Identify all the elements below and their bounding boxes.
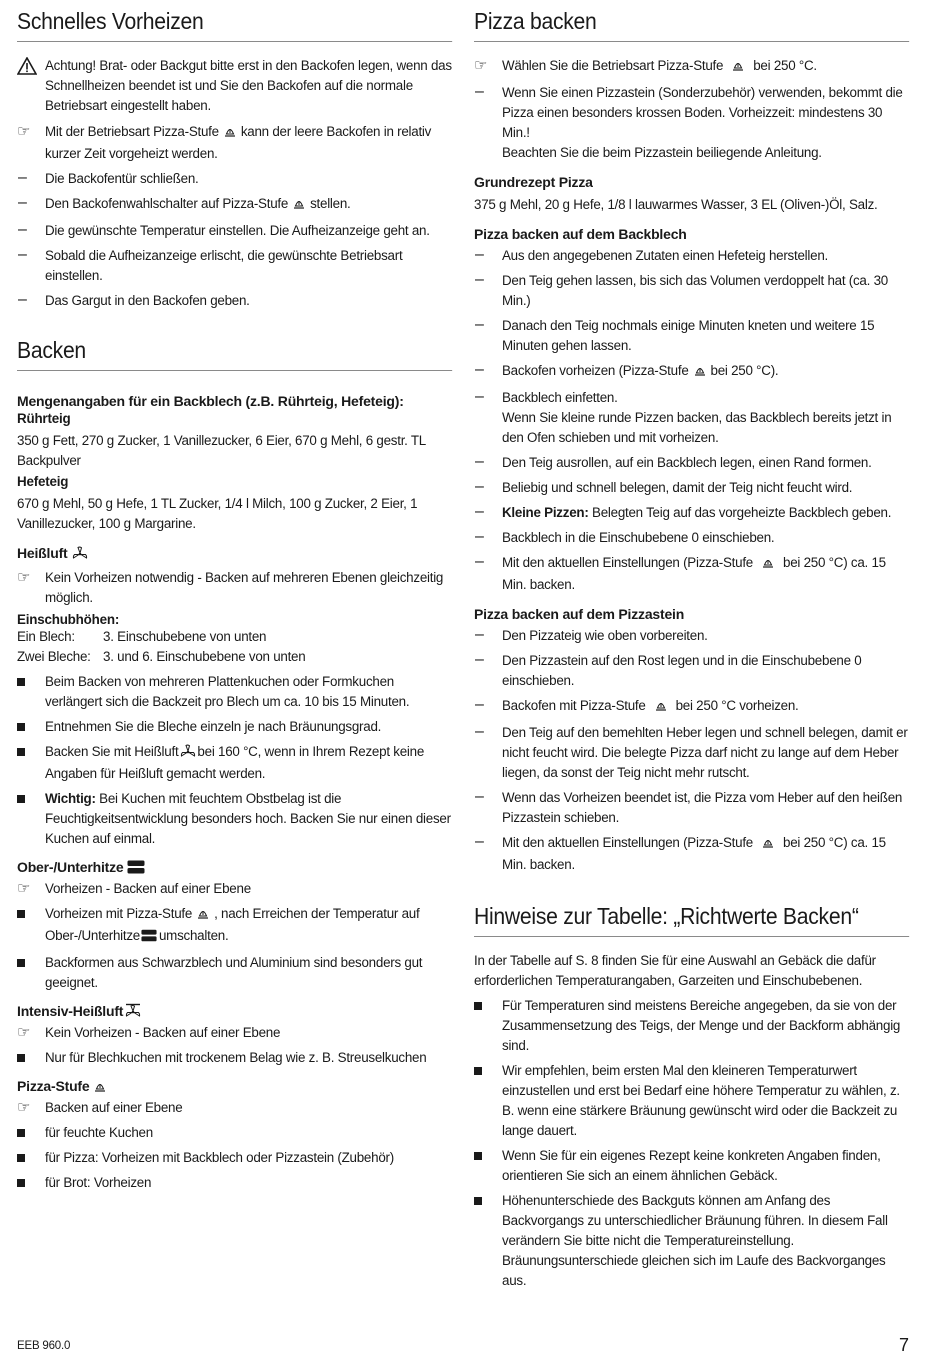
step-item — [474, 453, 909, 473]
document-code: EEB 960.0 — [17, 1340, 71, 1352]
step-item — [474, 388, 909, 448]
tip-ober — [17, 879, 452, 899]
recipe-hefeteig: 670 g Mehl, 50 g Hefe, 1 TL Zucker, 1/4 l Milch, 100 g Zucker, 2 Eier, 1 Vanillezucker, 100 g Margarine. — [17, 496, 418, 531]
bullet-text-cont: Ober-/Unterhitze — [45, 928, 140, 943]
step-item — [474, 528, 909, 548]
step-item — [474, 833, 909, 875]
tip-text: Kein Vorheizen - Backen auf einer Ebene — [45, 1025, 281, 1040]
bullet-item — [17, 904, 452, 948]
subheading-ober-unterhitze — [17, 859, 452, 877]
bullet-square — [474, 1191, 500, 1210]
step-text-cont: bei 250 °C). — [710, 363, 779, 378]
top-bottom-heat-icon — [127, 860, 145, 877]
pointing-hand-icon: ☞ — [17, 1024, 31, 1041]
step-item — [17, 194, 452, 216]
step-text: Die gewünschte Temperatur einstellen. Die Aufheizanzeige geht an. — [45, 223, 430, 238]
bullet-text: Entnehmen Sie die Bleche einzeln je nach Bräunungsgrad. — [45, 719, 382, 734]
bullet-square — [17, 717, 43, 736]
subheading-mengenangaben: Mengenangaben für ein Backblech (z.B. Rührteig, Hefeteig): — [17, 393, 404, 409]
right-column — [474, 6, 909, 1291]
step-item — [17, 221, 452, 241]
step-item — [17, 246, 452, 286]
dash-marker: – — [475, 83, 484, 100]
pointing-hand-icon: ☞ — [17, 1099, 31, 1116]
step-text-cont: bei 250 °C) ca. 15 Min. backen. — [502, 835, 886, 872]
pizza-mode-icon — [292, 196, 306, 216]
warning-text: Achtung! Brat- oder Backgut bitte erst in den Backofen legen, wenn das Schnellheizen beendet ist und Sie den Backofen auf die normale Betriebsart eingestellt haben. — [45, 58, 452, 113]
step-text: Den Teig ausrollen, auf ein Backblech legen, einen Rand formen. — [502, 455, 872, 470]
bullet-square — [17, 1123, 43, 1142]
pizza-mode-icon — [731, 58, 745, 78]
step-item — [474, 478, 909, 498]
tip-text-cont: kann der leere Backofen in relativ kurzer Zeit vorgeheizt werden. — [45, 124, 432, 161]
bullet-square — [17, 742, 43, 761]
step-item — [474, 246, 909, 266]
subheading-backblech: Pizza backen auf dem Backblech — [474, 226, 687, 242]
dash-marker: – — [475, 626, 484, 643]
pizza-mode-icon — [196, 906, 210, 926]
section-title-hinweise: Hinweise zur Tabelle: „Richtwerte Backen“ — [474, 901, 909, 937]
dash-marker: – — [475, 503, 484, 520]
step-text: Den Pizzateig wie oben vorbereiten. — [502, 628, 708, 643]
bullet-item — [474, 1061, 909, 1141]
bullet-text: Backen Sie mit Heißluft — [45, 744, 179, 759]
subheading-pizza-stufe — [17, 1078, 452, 1096]
bullet-text: Wir empfehlen, beim ersten Mal den kleineren Temperaturwert einzustellen und erst bei Bedarf eine höhere Temperatur zu wählen, z. B. wenn eine stärkere Bräunung gewünscht wird oder die Backzeit zu lange dauert. — [502, 1063, 900, 1138]
bullet-item — [17, 742, 452, 784]
step-text-cont: Wenn Sie kleine runde Pizzen backen, das Backblech bereits jetzt in den Ofen schieben und mit vorheizen. — [502, 410, 892, 445]
subheading-pizzastein: Pizza backen auf dem Pizzastein — [474, 606, 685, 622]
step-item — [17, 291, 452, 311]
bullet-item — [17, 672, 452, 712]
bullet-text-cont: umschalten. — [158, 928, 229, 943]
bullet-text: Beim Backen von mehreren Plattenkuchen oder Formkuchen verlängert sich die Backzeit pro Blech um ca. 10 bis 15 Minuten. — [45, 674, 410, 709]
dash-marker: – — [18, 221, 27, 238]
bullet-square — [17, 672, 43, 691]
step-text-cont: stellen. — [310, 196, 351, 211]
dash-marker: – — [475, 651, 484, 668]
tip-intensiv — [17, 1023, 452, 1043]
fan-icon — [72, 546, 88, 563]
step-item — [474, 316, 909, 356]
bullet-item — [17, 1148, 452, 1168]
step-text: Sobald die Aufheizanzeige erlischt, die gewünschte Betriebsart einstellen. — [45, 248, 403, 283]
step-item — [474, 723, 909, 783]
dash-marker: – — [18, 169, 27, 186]
dash-marker: – — [475, 723, 484, 740]
bullet-item — [17, 717, 452, 737]
step-text: Den Backofenwahlschalter auf Pizza-Stufe — [45, 196, 289, 211]
step-item — [474, 626, 909, 646]
left-column — [17, 6, 452, 1193]
fan-icon — [180, 744, 196, 764]
bullet-text: für feuchte Kuchen — [45, 1125, 153, 1140]
bullet-text: für Brot: Vorheizen — [45, 1175, 152, 1190]
bullet-item — [474, 1191, 909, 1291]
step-text: Mit den aktuellen Einstellungen (Pizza-Stufe — [502, 835, 754, 850]
step-text: Die Backofentür schließen. — [45, 171, 199, 186]
step-item — [474, 83, 909, 163]
step-item — [474, 503, 909, 523]
bold-label: Kleine Pizzen: — [502, 505, 589, 520]
recipe-ruehrteig: 350 g Fett, 270 g Zucker, 1 Vanillezucker, 6 Eier, 670 g Mehl, 6 gestr. TL Backpulver — [17, 433, 426, 468]
step-text: Wenn Sie einen Pizzastein (Sonderzubehör) verwenden, bekommt die Pizza einen besonders krossen Boden. Vorheizzeit: mindestens 30 Min.! Beachten Sie die beim Pizzastein beiliegende Anleitung. — [502, 85, 903, 160]
pizza-mode-icon — [761, 835, 775, 855]
warning-note — [17, 56, 452, 116]
step-text: Backofen vorheizen (Pizza-Stufe — [502, 363, 689, 378]
heissluft-label: Heißluft — [17, 545, 68, 561]
shelf-row — [17, 647, 452, 667]
step-text-cont: bei 250 °C vorheizen. — [675, 698, 799, 713]
step-text: Das Gargut in den Backofen geben. — [45, 293, 250, 308]
warning-triangle-icon — [17, 56, 43, 80]
dash-marker: – — [475, 316, 484, 333]
subheading-grundrezept: Grundrezept Pizza — [474, 174, 593, 190]
bullet-square — [17, 789, 43, 808]
bullet-square — [17, 953, 43, 972]
bullet-text: Höhenunterschiede des Backguts können am Anfang des Backvorgangs zu unterschiedlicher Bräunung führen. In diesem Fall verändern Sie bitte nicht die Temperatureinstellung. Bräunungsunterschiede gleichen sich im Laufe des Backvorganges aus. — [502, 1193, 888, 1288]
tip-text: Mit der Betriebsart Pizza-Stufe — [45, 124, 219, 139]
step-item — [474, 553, 909, 595]
dash-marker: – — [475, 271, 484, 288]
tip-text: Backen auf einer Ebene — [45, 1100, 183, 1115]
step-item — [474, 696, 909, 718]
bullet-square — [17, 1048, 43, 1067]
bullet-item — [474, 1146, 909, 1186]
dash-marker: – — [475, 361, 484, 378]
bullet-item — [17, 1173, 452, 1193]
intensive-fan-icon — [125, 1003, 141, 1021]
subheading-heissluft — [17, 545, 452, 563]
dash-marker: – — [475, 788, 484, 805]
page-number: 7 — [899, 1335, 910, 1355]
bullet-text: Bei Kuchen mit feuchtem Obstbelag ist die Feuchtigkeitsentwicklung besonders hoch. Backen Sie nur einen dieser Kuchen auf einmal. — [45, 791, 451, 846]
bullet-square — [474, 996, 500, 1015]
step-item — [474, 651, 909, 691]
tip-pizza-stufe — [17, 1098, 452, 1118]
pizza-mode-icon — [654, 698, 668, 718]
dash-marker: – — [18, 194, 27, 211]
step-text: Backofen mit Pizza-Stufe — [502, 698, 646, 713]
bullet-text: Vorheizen mit Pizza-Stufe — [45, 906, 193, 921]
subheading-hefeteig: Hefeteig — [17, 474, 69, 489]
tip-pizza — [474, 56, 909, 78]
step-text: Den Teig gehen lassen, bis sich das Volumen verdoppelt hat (ca. 30 Min.) — [502, 273, 888, 308]
pizza-mode-icon — [223, 124, 237, 144]
tip-text: Vorheizen - Backen auf einer Ebene — [45, 881, 251, 896]
dash-marker: – — [475, 388, 484, 405]
step-item — [474, 361, 909, 383]
subheading-intensiv-heissluft — [17, 1003, 452, 1021]
pointing-hand-icon: ☞ — [17, 123, 31, 140]
dash-marker: – — [18, 246, 27, 263]
recipe-pizza: 375 g Mehl, 20 g Hefe, 1/8 l lauwarmes Wasser, 3 EL (Oliven-)Öl, Salz. — [474, 197, 878, 212]
step-text-cont: bei 250 °C) ca. 15 Min. backen. — [502, 555, 886, 592]
shelf-value: 3. und 6. Einschubebene von unten — [103, 649, 306, 664]
step-item — [17, 169, 452, 189]
pointing-hand-icon: ☞ — [474, 57, 488, 74]
step-item — [474, 788, 909, 828]
bullet-text: Wenn Sie für ein eigenes Rezept keine konkreten Angaben finden, orientieren Sie sich an einem ähnlichen Gebäck. — [502, 1148, 881, 1183]
pointing-hand-icon: ☞ — [17, 569, 31, 586]
step-text: Beliebig und schnell belegen, damit der Teig nicht feucht wird. — [502, 480, 853, 495]
pizza-stufe-label: Pizza-Stufe — [17, 1078, 90, 1094]
shelf-row — [17, 627, 452, 647]
bullet-text: für Pizza: Vorheizen mit Backblech oder Pizzastein (Zubehör) — [45, 1150, 394, 1165]
dash-marker: – — [18, 291, 27, 308]
bold-label: Wichtig: — [45, 791, 96, 806]
bullet-text: Backformen aus Schwarzblech und Aluminium sind besonders gut geeignet. — [45, 955, 423, 990]
bullet-square — [17, 1173, 43, 1192]
subheading-einschubhoehen: Einschubhöhen: — [17, 612, 120, 627]
bullet-item — [17, 1123, 452, 1143]
bullet-square — [17, 904, 43, 923]
bullet-item — [17, 953, 452, 993]
step-text: Mit den aktuellen Einstellungen (Pizza-Stufe — [502, 555, 754, 570]
dash-marker: – — [475, 246, 484, 263]
bullet-item — [17, 1048, 452, 1068]
step-text: Wenn das Vorheizen beendet ist, die Pizza vom Heber auf den heißen Pizzastein schieben. — [502, 790, 903, 825]
dash-marker: – — [475, 553, 484, 570]
step-text: Aus den angegebenen Zutaten einen Hefeteig herstellen. — [502, 248, 828, 263]
dash-marker: – — [475, 453, 484, 470]
pointing-hand-icon: ☞ — [17, 880, 31, 897]
tip-text: Kein Vorheizen notwendig - Backen auf mehreren Ebenen gleichzeitig möglich. — [45, 570, 444, 605]
bullet-text-cont: bei 160 °C, wenn in Ihrem Rezept keine Angaben für Heißluft gemacht werden. — [45, 744, 425, 781]
intensiv-label: Intensiv-Heißluft — [17, 1003, 124, 1019]
hinweise-intro: In der Tabelle auf S. 8 finden Sie für eine Auswahl an Gebäck die dafür erforderlichen Temperaturangaben, Garzeiten und Einschubebenen. — [474, 953, 876, 988]
section-title-pizza-backen: Pizza backen — [474, 6, 909, 42]
bullet-square — [474, 1061, 500, 1080]
section-title-schnelles-vorheizen: Schnelles Vorheizen — [17, 6, 452, 42]
step-text: Danach den Teig nochmals einige Minuten kneten und weitere 15 Minuten gehen lassen. — [502, 318, 875, 353]
pizza-mode-icon — [693, 363, 707, 383]
ober-label: Ober-/Unterhitze — [17, 859, 124, 875]
tip-schnell — [17, 122, 452, 164]
bullet-text-cont: , nach Erreichen der Temperatur auf — [214, 906, 420, 921]
dash-marker: – — [475, 478, 484, 495]
step-text: Den Pizzastein auf den Rost legen und in die Einschubebene 0 einschieben. — [502, 653, 862, 688]
bullet-text: Für Temperaturen sind meistens Bereiche angegeben, da sie von der Zusammensetzung des Teigs, der Menge und der Backform abhängig sind. — [502, 998, 901, 1053]
pizza-mode-icon — [761, 555, 775, 575]
subheading-ruehrteig: Rührteig — [17, 411, 71, 426]
tip-text-cont: bei 250 °C. — [753, 58, 817, 73]
dash-marker: – — [475, 833, 484, 850]
tip-heissluft — [17, 568, 452, 608]
dash-marker: – — [475, 696, 484, 713]
top-bottom-heat-icon — [141, 928, 157, 948]
step-text: Backblech einfetten. — [502, 390, 618, 405]
bullet-square — [17, 1148, 43, 1167]
shelf-label: Ein Blech: — [17, 629, 75, 644]
dash-marker: – — [475, 528, 484, 545]
shelf-label: Zwei Bleche: — [17, 649, 91, 664]
step-item — [474, 271, 909, 311]
section-title-backen: Backen — [17, 335, 452, 371]
pizza-mode-icon — [93, 1079, 107, 1096]
bullet-text: Nur für Blechkuchen mit trockenem Belag wie z. B. Streuselkuchen — [45, 1050, 427, 1065]
step-text: Backblech in die Einschubebene 0 einschieben. — [502, 530, 775, 545]
bullet-square — [474, 1146, 500, 1165]
bullet-item — [17, 789, 452, 849]
shelf-value: 3. Einschubebene von unten — [103, 629, 267, 644]
step-text: Belegten Teig auf das vorgeheizte Backblech geben. — [588, 505, 892, 520]
bullet-item — [474, 996, 909, 1056]
step-text: Den Teig auf den bemehlten Heber legen und schnell belegen, damit er nicht feucht wird. Die belegte Pizza darf nicht zu lange auf dem Heber liegen, da sonst der Teig nicht mehr rutscht. — [502, 725, 908, 780]
tip-text: Wählen Sie die Betriebsart Pizza-Stufe — [502, 58, 724, 73]
